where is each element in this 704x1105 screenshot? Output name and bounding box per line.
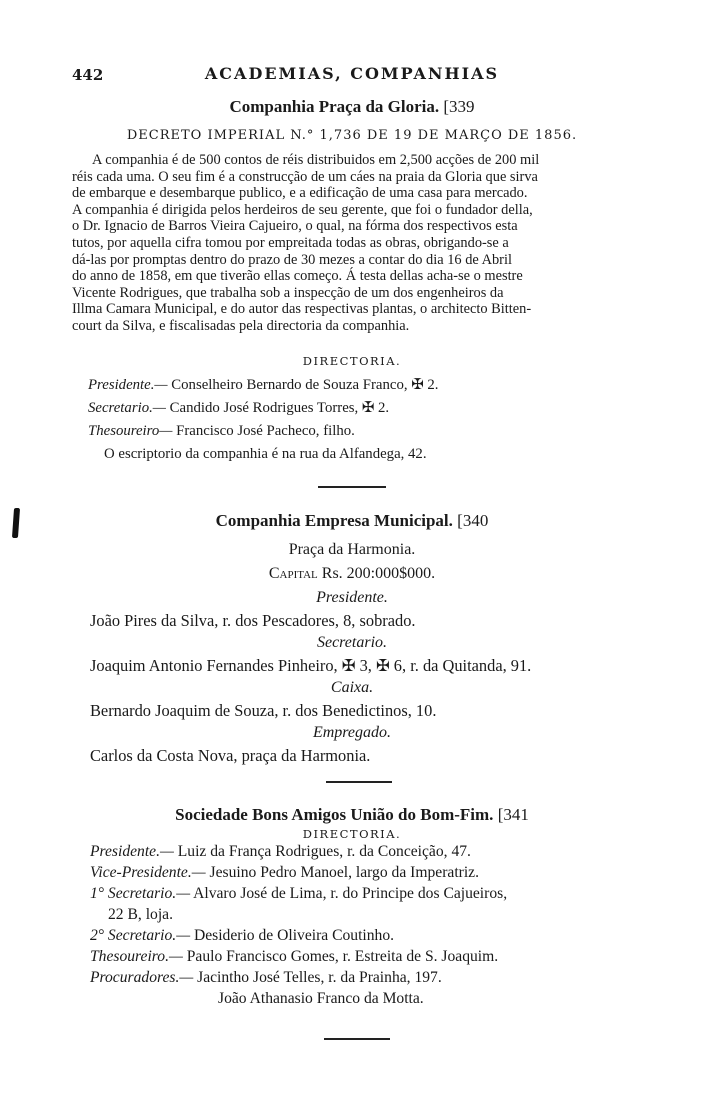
- officer-line: [90, 864, 479, 882]
- officer-role: 1° Secretario.—: [90, 885, 191, 902]
- role-heading: Presidente.: [316, 589, 388, 606]
- officer-role: Thesoureiro.—: [90, 948, 183, 965]
- officer-line: [90, 927, 394, 945]
- officer-line: [88, 375, 438, 395]
- officer-role: Vice-Presidente.—: [90, 864, 206, 881]
- capital-label: Capital: [268, 565, 318, 582]
- officer-role: Thesoureiro—: [88, 423, 173, 439]
- directoria-label: DIRECTORIA.: [302, 354, 402, 368]
- capital-line: [0, 565, 704, 583]
- page-number: 442: [72, 66, 104, 84]
- office-address: O escriptorio da companhia é na rua da Alfandega, 42.: [104, 446, 427, 462]
- person-entry: Bernardo Joaquim de Souza, r. dos Benedictinos, 10.: [90, 701, 437, 720]
- officer-name: Francisco José Pacheco, filho.: [172, 423, 355, 439]
- capital-value: Rs. 200:000$000.: [321, 565, 436, 582]
- decree-line: DECRETO IMPERIAL N.° 1,736 DE 19 DE MARÇO DE 1856.: [126, 128, 578, 143]
- officer-role: Procuradores.—: [90, 969, 194, 986]
- officer-name: Luiz da França Rodrigues, r. da Conceição, 47.: [173, 843, 471, 860]
- officer-role: Secretario.—: [88, 400, 166, 416]
- body-line: A companhia é de 500 contos de réis distribuidos em 2,500 acções de 200 mil: [92, 152, 540, 168]
- section-title-text: Sociedade Bons Amigos União do Bom-Fim.: [175, 805, 494, 824]
- officer-name: Candido José Rodrigues Torres, ✠ 2.: [165, 400, 390, 416]
- officer-line: [90, 843, 471, 861]
- section-divider: [324, 1038, 390, 1040]
- section-title-339: [0, 97, 704, 117]
- person-entry: Carlos da Costa Nova, praça da Harmonia.: [90, 746, 371, 765]
- officer-role: Presidente.—: [90, 843, 174, 860]
- person-entry: Joaquim Antonio Fernandes Pinheiro, ✠ 3, ✠ 6, r. da Quitanda, 91.: [90, 656, 532, 675]
- officer-line: [90, 885, 507, 903]
- running-head: ACADEMIAS, COMPANHIAS: [204, 64, 500, 83]
- officer-name: Jacintho José Telles, r. da Prainha, 197.: [193, 969, 442, 986]
- company-location: Praça da Harmonia.: [288, 541, 416, 558]
- officer-name: Desiderio de Oliveira Coutinho.: [190, 927, 395, 944]
- officer-line: [90, 948, 498, 966]
- officer-line: [88, 398, 389, 418]
- officer-name: Jesuino Pedro Manoel, largo da Imperatriz.: [205, 864, 480, 881]
- role-heading: Secretario.: [316, 634, 388, 651]
- body-line: A companhia é dirigida pelos herdeiros de seu gerente, que foi o fundador della,: [72, 201, 533, 218]
- person-entry: João Pires da Silva, r. dos Pescadores, 8, sobrado.: [90, 611, 416, 630]
- section-number: [339: [443, 97, 475, 116]
- officer-name: Alvaro José de Lima, r. do Principe dos Cajueiros,: [190, 885, 508, 902]
- officer-line: [88, 421, 355, 441]
- section-title-341: [0, 805, 704, 825]
- officer-line: [90, 969, 442, 987]
- section-divider: [326, 781, 392, 783]
- body-line: Vicente Rodrigues, que trabalha sob a inspecção de um dos engenheiros da: [72, 284, 504, 301]
- directoria-label: DIRECTORIA.: [302, 827, 402, 841]
- officer-name: Paulo Francisco Gomes, r. Estreita de S. Joaquim.: [182, 948, 499, 965]
- body-line: réis cada uma. O seu fim é a construcção de um cáes na praia da Gloria que sirva: [72, 168, 538, 185]
- body-line: o Dr. Ignacio de Barros Vieira Cajueiro, o qual, na fórma dos respectivos esta: [72, 218, 518, 235]
- section-title-text: Companhia Praça da Gloria.: [229, 97, 440, 116]
- officer-line-continued: João Athanasio Franco da Motta.: [218, 990, 424, 1007]
- section-number: [341: [497, 805, 529, 824]
- body-line: tutos, por aquella cifra tomou por empreitada todas as obras, obrigando-se a: [72, 234, 509, 251]
- body-line: dá-las por promptas dentro do prazo de 30 mezes a contar do dia 16 de Abril: [72, 251, 512, 268]
- section-title-340: [0, 511, 704, 531]
- body-line: court da Silva, e fiscalisadas pela directoria da companhia.: [72, 317, 410, 334]
- role-heading: Empregado.: [312, 724, 392, 741]
- section-title-text: Companhia Empresa Municipal.: [215, 511, 453, 530]
- role-heading: Caixa.: [330, 679, 374, 696]
- section-divider: [318, 486, 386, 488]
- officer-name: Conselheiro Bernardo de Souza Franco, ✠ 2.: [167, 377, 439, 393]
- body-line: Illma Camara Municipal, e do autor das respectivas plantas, o architecto Bitten-: [72, 301, 532, 318]
- section-number: [340: [457, 511, 489, 530]
- section-body-339: [72, 152, 650, 335]
- body-line: de embarque e desembarque publico, e a edificação de uma casa para mercado.: [72, 185, 528, 202]
- body-line: do anno de 1858, em que tiverão ellas começo. Á testa dellas acha-se o mestre: [72, 268, 523, 285]
- officer-role: 2° Secretario.—: [90, 927, 191, 944]
- officer-line-continued: 22 B, loja.: [108, 906, 173, 923]
- officer-role: Presidente.—: [88, 377, 168, 393]
